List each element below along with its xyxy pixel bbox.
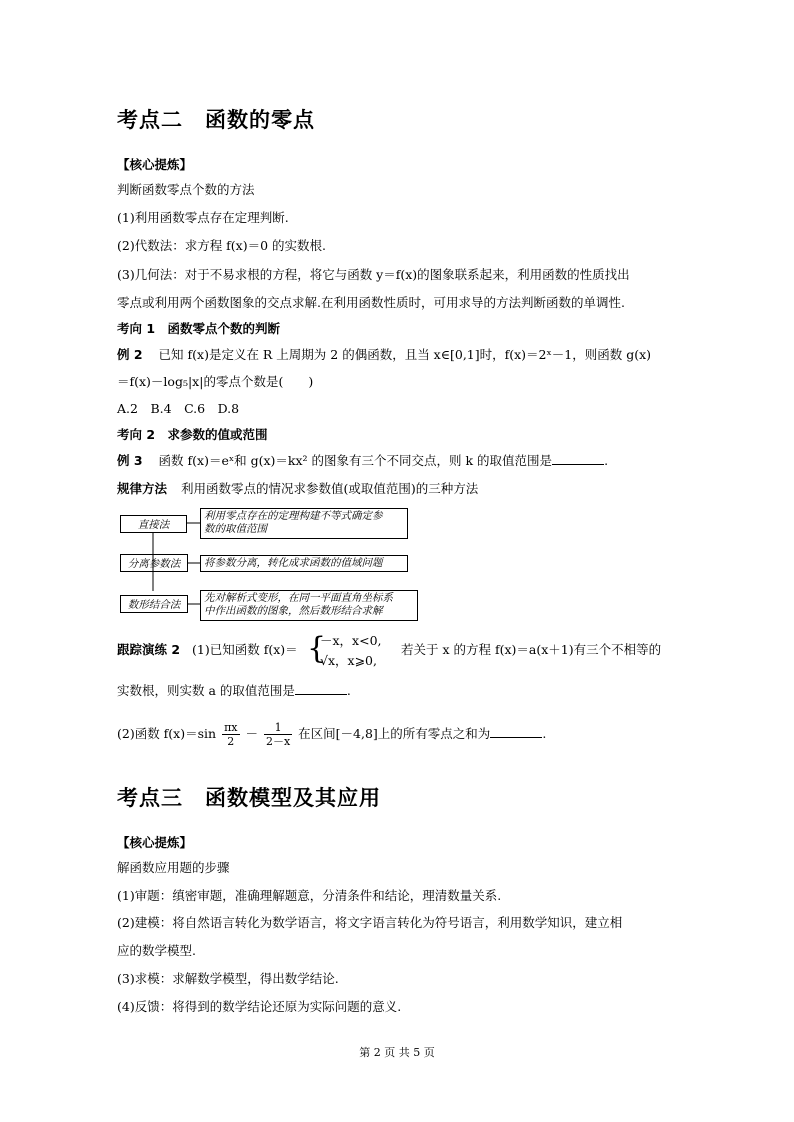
fraction-numerator: 1 bbox=[264, 721, 292, 735]
intro-text: 解函数应用题的步骤 bbox=[117, 860, 230, 875]
list-item: (1)审题：缜密审题，准确理解题意，分清条件和结论，理清数量关系. bbox=[117, 888, 502, 903]
fraction-pi-x-over-2 bbox=[222, 721, 239, 748]
piecewise-brace: { bbox=[307, 631, 327, 666]
practice-1-line-2: 实数根，则实数 a 的取值范围是 . bbox=[117, 683, 351, 698]
list-item: 应的数学模型. bbox=[117, 943, 196, 958]
diagram-note-1b: 数的取值范围 bbox=[204, 523, 267, 535]
example-2-label: 例 2 bbox=[117, 347, 143, 362]
fraction-denominator: 2－x bbox=[265, 735, 291, 748]
diagram-note-3a: 先对解析式变形，在同一平面直角坐标系 bbox=[204, 592, 393, 604]
fraction-numerator: πx bbox=[224, 721, 238, 734]
practice-label: 跟踪演练 2 bbox=[117, 642, 181, 657]
minus-sign: － bbox=[245, 726, 258, 741]
answer-blank bbox=[490, 725, 542, 738]
section-title-models: 考点三 函数模型及其应用 bbox=[117, 786, 381, 810]
core-tag: 【核心提炼】 bbox=[117, 157, 193, 172]
diagram-note-3b: 中作出函数的图象，然后数形结合求解 bbox=[204, 605, 383, 617]
section-title-zeros: 考点二 函数的零点 bbox=[117, 108, 315, 132]
example-3-text: 函数 f(x)＝eˣ和 g(x)＝kx² 的图象有三个不同交点，则 k 的取值范围是 bbox=[158, 453, 553, 468]
diagram-box-direct: 直接法 bbox=[120, 515, 187, 533]
practice-2-line: (2)函数 f(x)＝sin $\frac{\pi x}{2}$ － $\frac{1}{2-x}$ 在区间[－4,8]上的所有零点之和为 . bbox=[117, 721, 547, 748]
fraction-1-over-2-minus-x bbox=[264, 721, 292, 748]
practice-1-line-2-text: 实数根，则实数 a 的取值范围是 bbox=[117, 683, 295, 698]
example-2-text: 已知 f(x)是定义在 R 上周期为 2 的偶函数，且当 x∈[0,1]时，f(x)＝2ˣ－1，则函数 g(x) bbox=[158, 347, 652, 362]
list-item: (2)代数法：求方程 f(x)＝0 的实数根. bbox=[117, 238, 327, 253]
example-2-options: A.2 B.4 C.6 D.8 bbox=[117, 401, 240, 416]
practice-2-suffix: 在区间[－4,8]上的所有零点之和为 bbox=[298, 726, 491, 741]
list-item: (3)求模：求解数学模型，得出数学结论. bbox=[117, 971, 339, 986]
piecewise-case-2: √x，x⩾0, bbox=[320, 653, 377, 668]
practice-1-line-1 bbox=[117, 641, 298, 659]
direction-1-heading: 考向 1 函数零点个数的判断 bbox=[117, 321, 281, 336]
list-item: 零点或利用两个函数图象的交点求解.在利用函数性质时，可用求导的方法判断函数的单调性. bbox=[117, 295, 625, 310]
example-2-line-2: ＝f(x)－log₅|x|的零点个数是( ) bbox=[117, 374, 314, 389]
diagram-box-combine: 数形结合法 bbox=[120, 595, 188, 613]
list-item: (1)利用函数零点存在定理判断. bbox=[117, 210, 289, 225]
practice-2-prefix: (2)函数 f(x)＝sin bbox=[117, 726, 217, 741]
practice-1-suffix: 若关于 x 的方程 f(x)＝a(x＋1)有三个不相等的 bbox=[401, 642, 662, 657]
method-label: 规律方法 bbox=[117, 481, 168, 496]
core-tag: 【核心提炼】 bbox=[117, 835, 193, 850]
diagram-note-2: 将参数分离，转化成求函数的值域问题 bbox=[204, 557, 383, 569]
diagram-box-separate: 分离参数法 bbox=[120, 554, 188, 572]
practice-1-prefix: (1)已知函数 f(x)＝ bbox=[192, 642, 298, 657]
example-3-line: 例 3 函数 f(x)＝eˣ和 g(x)＝kx² 的图象有三个不同交点，则 k 的取值范围是 . bbox=[117, 453, 609, 468]
diagram-note-1a: 利用零点存在的定理构建不等式确定参 bbox=[204, 510, 383, 522]
method-text: 利用函数零点的情况求参数值(或取值范围)的三种方法 bbox=[181, 481, 479, 496]
direction-2-heading: 考向 2 求参数的值或范围 bbox=[117, 427, 268, 442]
intro-text: 判断函数零点个数的方法 bbox=[117, 182, 255, 197]
list-item: (3)几何法：对于不易求根的方程，将它与函数 y＝f(x)的图象联系起来，利用函数的性质找出 bbox=[117, 267, 630, 282]
answer-blank bbox=[295, 682, 347, 695]
fraction-denominator: 2 bbox=[227, 735, 235, 748]
example-3-label: 例 3 bbox=[117, 453, 143, 468]
page-footer: 第 2 页 共 5 页 bbox=[359, 1046, 435, 1059]
piecewise-case-1: －x，x<0, bbox=[320, 633, 382, 648]
list-item: (2)建模：将自然语言转化为数学语言，将文字语言转化为符号语言，利用数学知识，建立相 bbox=[117, 915, 623, 930]
list-item: (4)反馈：将得到的数学结论还原为实际问题的意义. bbox=[117, 999, 402, 1014]
